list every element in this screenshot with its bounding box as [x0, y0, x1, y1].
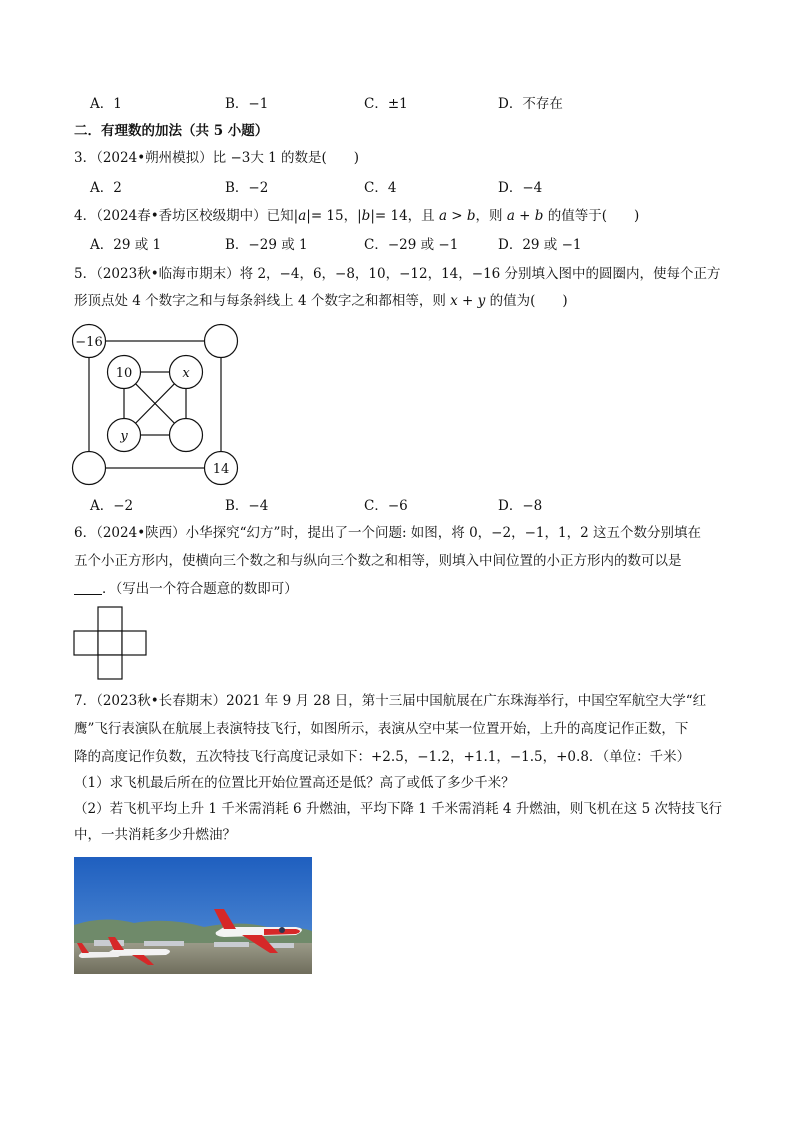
q4-var-b: b: [361, 208, 371, 224]
q6-stem-line3: [74, 579, 720, 599]
circle-inner-bottom-right: [170, 419, 203, 452]
q7-part1: （1）求飞机最后所在的位置比开始位置高还是低？高了或低了多少千米？: [74, 775, 515, 791]
q2-option-c: C．±1: [364, 96, 408, 112]
q3-option-b: B．−2: [225, 180, 269, 196]
q7-stem-line2: 鹰”飞行表演队在航展上表演特技飞行，如图所示，表演从空中某一位置开始，上升的高度记作正数，下: [74, 721, 689, 737]
q3-option-a: A．2: [90, 180, 122, 196]
q3-option-d: D．−4: [498, 180, 543, 196]
label-inner-bottom-left: y: [120, 429, 128, 444]
q4-stem-text: 4．（2024春•香坊区校级期中）已知|: [74, 208, 299, 224]
q2-options: [90, 94, 730, 114]
q6-cross-figure: [73, 606, 149, 682]
q5-options: [90, 496, 730, 516]
q5-option-d: D．−8: [498, 498, 543, 514]
cell-right: [122, 631, 146, 655]
section-title: 二．有理数的加法（共 5 小题）: [74, 123, 269, 139]
q4-stem-text: |= 14，且: [370, 208, 439, 224]
q4-condition: a > b: [438, 208, 476, 224]
q3-stem: 3．（2024•朔州模拟）比 −3大 1 的数是( ): [74, 150, 360, 166]
circle-outer-bottom-left: [73, 452, 106, 485]
q2-option-a: A．1: [90, 96, 122, 112]
airshow-photo: [74, 857, 312, 974]
q2-option-d: D．不存在: [498, 96, 563, 112]
circle-outer-top-right: [205, 325, 238, 358]
q7-part2-line1: （2）若飞机平均上升 1 千米需消耗 6 升燃油，平均下降 1 千米需消耗 4 升燃油，则飞机在这 5 次特技飞行: [74, 801, 722, 817]
q3-options: [90, 178, 730, 198]
cell-top: [98, 607, 122, 631]
cell-bottom: [98, 655, 122, 679]
q4-stem-text: ，则: [475, 208, 507, 224]
label-inner-top-left: 10: [115, 366, 133, 381]
q4-option-b: B．−29 或 1: [225, 237, 308, 253]
q5-var-sum: x + y: [450, 293, 486, 309]
q4-stem: [74, 206, 720, 226]
label-outer-top-left: −16: [75, 335, 103, 350]
q7-part2-line2: 中，一共消耗多少升燃油？: [74, 827, 236, 843]
q5-option-c: C．−6: [364, 498, 408, 514]
outer-square: [89, 341, 221, 468]
q7-stem-line3: 降的高度记作负数，五次特技飞行高度记录如下：+2.5，−1.2，+1.1，−1.5，+0.8．（单位：千米）: [74, 749, 691, 765]
q3-option-c: C．4: [364, 180, 397, 196]
q2-option-b: B．−1: [225, 96, 269, 112]
answer-blank[interactable]: [74, 580, 102, 595]
q4-stem-text: |= 15，|: [306, 208, 362, 224]
label-inner-top-right: x: [182, 366, 190, 381]
q6-stem-line2: 五个小正方形内，使横向三个数之和与纵向三个数之和相等，则填入中间位置的小正方形内的数可以是: [74, 553, 682, 569]
q5-stem-text: 形顶点处 4 个数字之和与每条斜线上 4 个数字之和都相等，则: [74, 293, 451, 309]
cell-center: [98, 631, 122, 655]
label-outer-bottom-right: 14: [212, 462, 230, 477]
q4-var-a: a: [298, 208, 307, 224]
q4-stem-text: 的值等于( ): [543, 208, 640, 224]
q4-option-c: C．−29 或 −1: [364, 237, 459, 253]
q4-option-a: A．29 或 1: [90, 237, 162, 253]
q7-stem-line1: 7．（2023秋•长春期末）2021 年 9 月 28 日，第十三届中国航展在广东珠海举行，中国空军航空大学“红: [74, 693, 707, 709]
q4-options: [90, 235, 730, 255]
q6-stem-line1: 6．（2024•陕西）小华探究“幻方”时，提出了一个问题: 如图，将 0，−2，−1，1，2 这五个数分别填在: [74, 525, 701, 541]
cell-left: [74, 631, 98, 655]
q5-stem-line1: 5．（2023秋•临海市期末）将 2，−4，6，−8，10，−12，14，−16 分别填入图中的圆圈内，使每个正方: [74, 266, 721, 282]
q4-sum: a + b: [506, 208, 544, 224]
q5-stem-text: 的值为( ): [485, 293, 568, 309]
q5-stem-line2: [74, 291, 720, 311]
q5-square-figure: [70, 322, 242, 488]
q5-option-a: A．−2: [90, 498, 134, 514]
q5-option-b: B．−4: [225, 498, 269, 514]
q4-option-d: D．29 或 −1: [498, 237, 582, 253]
q6-stem-text: ．（写出一个符合题意的数即可）: [102, 581, 298, 597]
